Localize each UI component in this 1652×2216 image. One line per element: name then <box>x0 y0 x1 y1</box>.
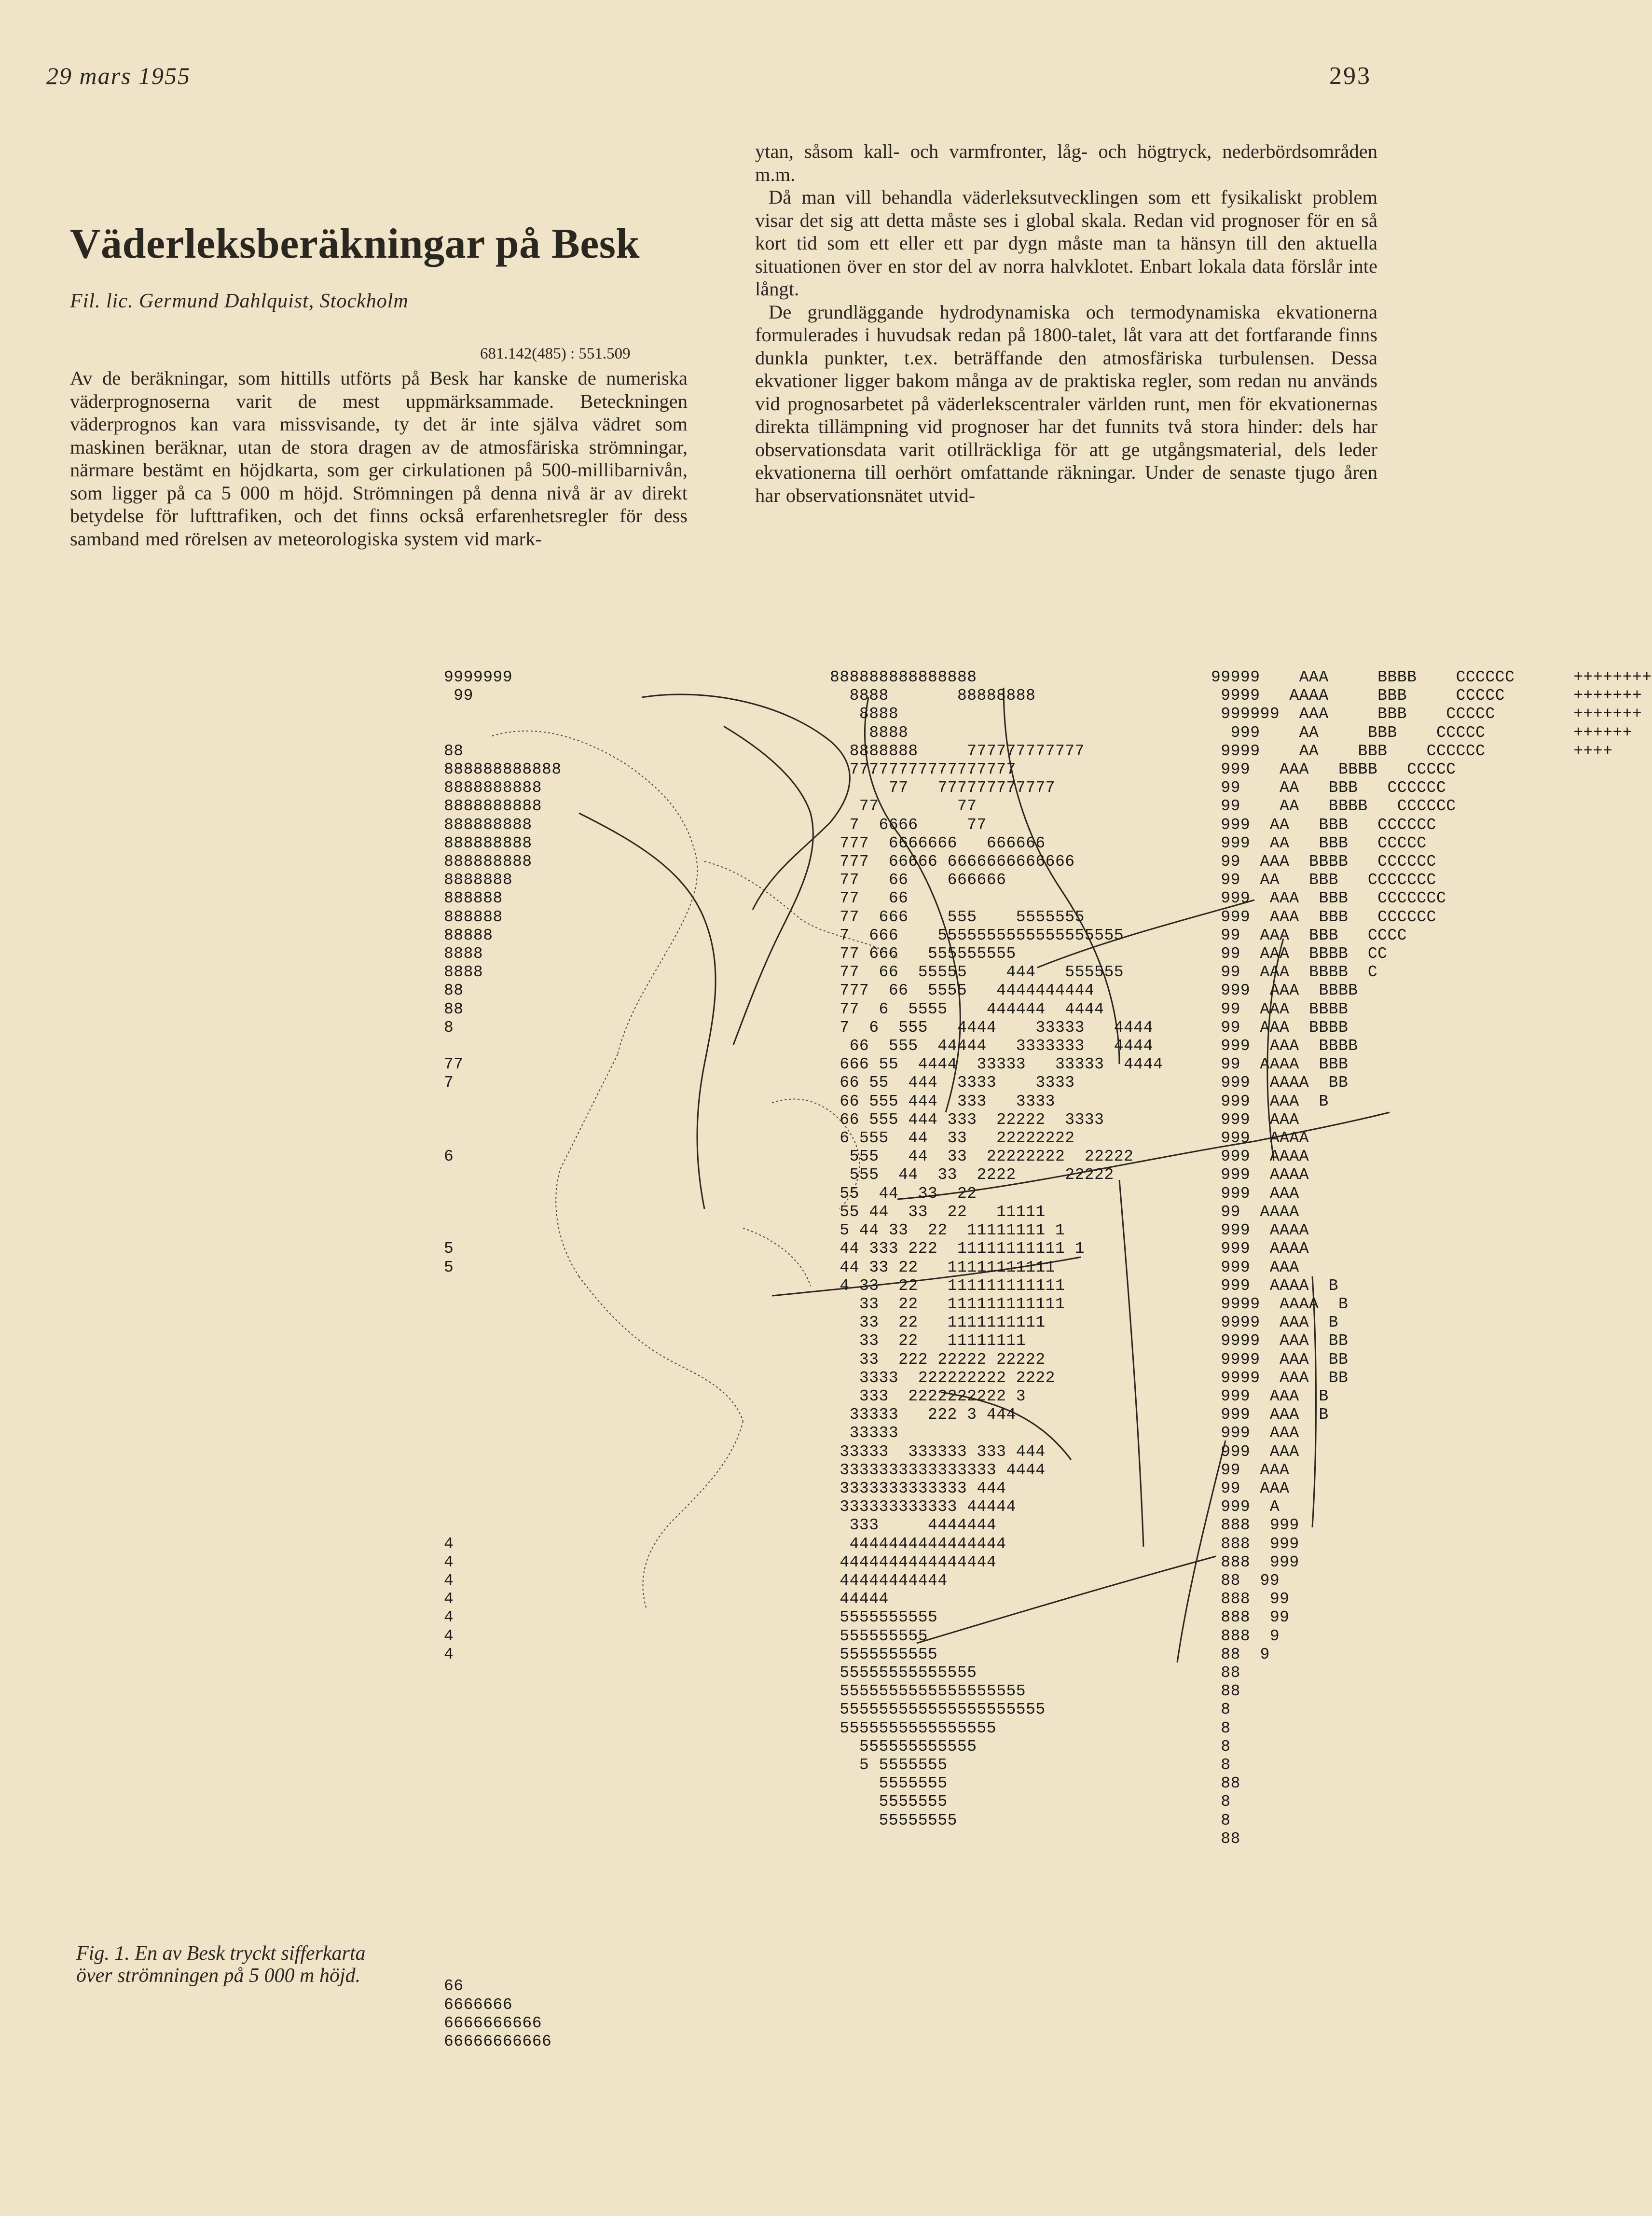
page-date: 29 mars 1955 <box>46 62 191 89</box>
right-paragraph: ytan, såsom kall- och varmfronter, låg- och högtryck, nederbördsområden m.m. <box>755 140 1377 185</box>
article-title: Väderleksberäkningar på Besk <box>70 221 640 267</box>
udc-code: 681.142(485) : 551.509 <box>480 345 631 362</box>
digit-block-mid: 888888888888888 8888 88888888 8888 8888 8888888 777777777777 77777777777777777 77 777777777777 77 77 7 6666 77 777 6666666 666666 777 66666 6666666666666 77 66 666666 77 66 77 666 555 5555555 7 666 5555555555555555555 77 666 555555555 77 66 55555 444 555555 777 66 5555 4444444444 77 6 5555 444444 4444 7 6 555 4444 33333 4444 66 555 44444 3333333 4444 666 55 4444 33333 33333 4444 66 55 444 3333 3333 66 555 444 333 3333 66 555 444 333 22222 3333 6 555 44 33 22222222 555 44 33 22222222 22222 555 44 33 2222 22222 55 44 33 22 55 44 33 22 11111 5 44 33 22 11111111 1 44 333 222 11111111111 1 44 33 22 11111111111 4 33 22 111111111111 33 22 111111111111 33 22 1111111111 33 22 11111111 33 222 22222 22222 3333 222222222 2222 333 2222222222 3 33333 222 3 444 33333 33333 333333 333 444 3333333333333333 4444 3333333333333 444 333333333333 44444 333 4444444 4444444444444444 4444444444444444 44444444444 44444 5555555555 555555555 5555555555 55555555555555 5555555555555555555 555555555555555555555 5555555555555555 555555555555 5 5555555 5555555 5555555 55555555 <box>830 668 1163 1829</box>
left-column <box>70 367 688 550</box>
right-paragraph: Då man vill behandla väderleksutvecklingen som ett fysikaliskt problem visar det sig att detta måste ses i global skala. Redan vid prognoser för en så kort tid som ett eller ett par dygn måste man ta hänsyn till den aktuella situationen över en stor del av norra halvklotet. Enbart lokala data förslår inte långt. <box>755 186 1377 300</box>
right-column <box>755 140 1377 507</box>
left-paragraph: Av de beräkningar, som hittills utförts på Besk har kanske de numeriska väderprognoserna varit de mest uppmärksammade. Beteckningen väderprognos kan vara missvisande, ty det är inte själva vädret som maskinen beräknar, utan de stora dragen av de atmosfäriska strömningar, närmare bestämt en höjdkarta, som ger cirkulationen på 500-millibarnivån, som ligger på ca 5 000 m höjd. Strömningen på denna nivå är av direkt betydelse för lufttrafiken, och det finns också erfarenhetsregler för dess samband med rörelsen av meteorologiska system vid mark- <box>70 367 688 550</box>
digit-block-left: 9999999 99 88 888888888888 8888888888 8888888888 888888888 888888888 888888888 8888888 888888 888888 88888 8888 8888 88 88 8 77 7 6 5 5 4 4 4 4 4 4 4 66 6666666 6666666666 66666666666 <box>444 668 562 2051</box>
article-author: Fil. lic. Germund Dahlquist, Stockholm <box>70 290 409 312</box>
right-paragraph: De grundläggande hydrodynamiska och termodynamiska ekvationerna formulerades i huvudsak redan på 1800-talet, låt vara att det fortfarande finns dunkla punkter, t.ex. beträffande den atmosfäriska turbulensen. Dessa ekvationer ligger bakom många av de praktiska regler, som redan nu används vid prognosarbetet på väderlekscentraler världen runt, men för ekvationernas direkta tillämpning vid prognoser har det funnits två stora hinder: dels har observationsdata varit otillräckliga för att ge utgångsmaterial, dels leder ekvationerna till oerhört omfattande räkningar. Under de senaste tjugo åren har observationsnätet utvid- <box>755 301 1377 506</box>
digit-block-right: 99999 AAA BBBB CCCCCC ++++++++ 9999 AAAA BBB CCCCC +++++++ 999999 AAA BBB CCCCC +++++++ 999 AA BBB CCCCC ++++++ 9999 AA BBB CCCCCC ++++ 999 AAA BBBB CCCCC 99 AA BBB CCCCCC 99 AA BBBB CCCCCC 999 AA BBB CCCCCC 999 AA BBB CCCCC 99 AAA BBBB CCCCCC 99 AA BBB CCCCCCC 999 AAA BBB CCCCCCC 999 AAA BBB CCCCCC 99 AAA BBB CCCC 99 AAA BBBB CC 99 AAA BBBB C 999 AAA BBBB 99 AAA BBBB 99 AAA BBBB 999 AAA BBBB 99 AAAA BBB 999 AAAA BB 999 AAA B 999 AAA 999 AAAA 999 AAAA 999 AAAA 999 AAA 99 AAAA 999 AAAA 999 AAAA 999 AAA 999 AAAA B 9999 AAAA B 9999 AAA B 9999 AAA BB 9999 AAA BB 9999 AAA BB 999 AAA B 999 AAA B 999 AAA 999 AAA 99 AAA 99 AAA 999 A 888 999 888 999 888 999 88 99 888 99 888 99 888 9 88 9 88 88 8 8 8 8 88 8 8 88 <box>1211 668 1652 1848</box>
page-number: 293 <box>1329 62 1371 90</box>
figure-caption: Fig. 1. En av Besk tryckt sifferkarta över strömningen på 5 000 m höjd. <box>76 1942 366 1987</box>
digit-map-figure <box>434 668 1652 2051</box>
